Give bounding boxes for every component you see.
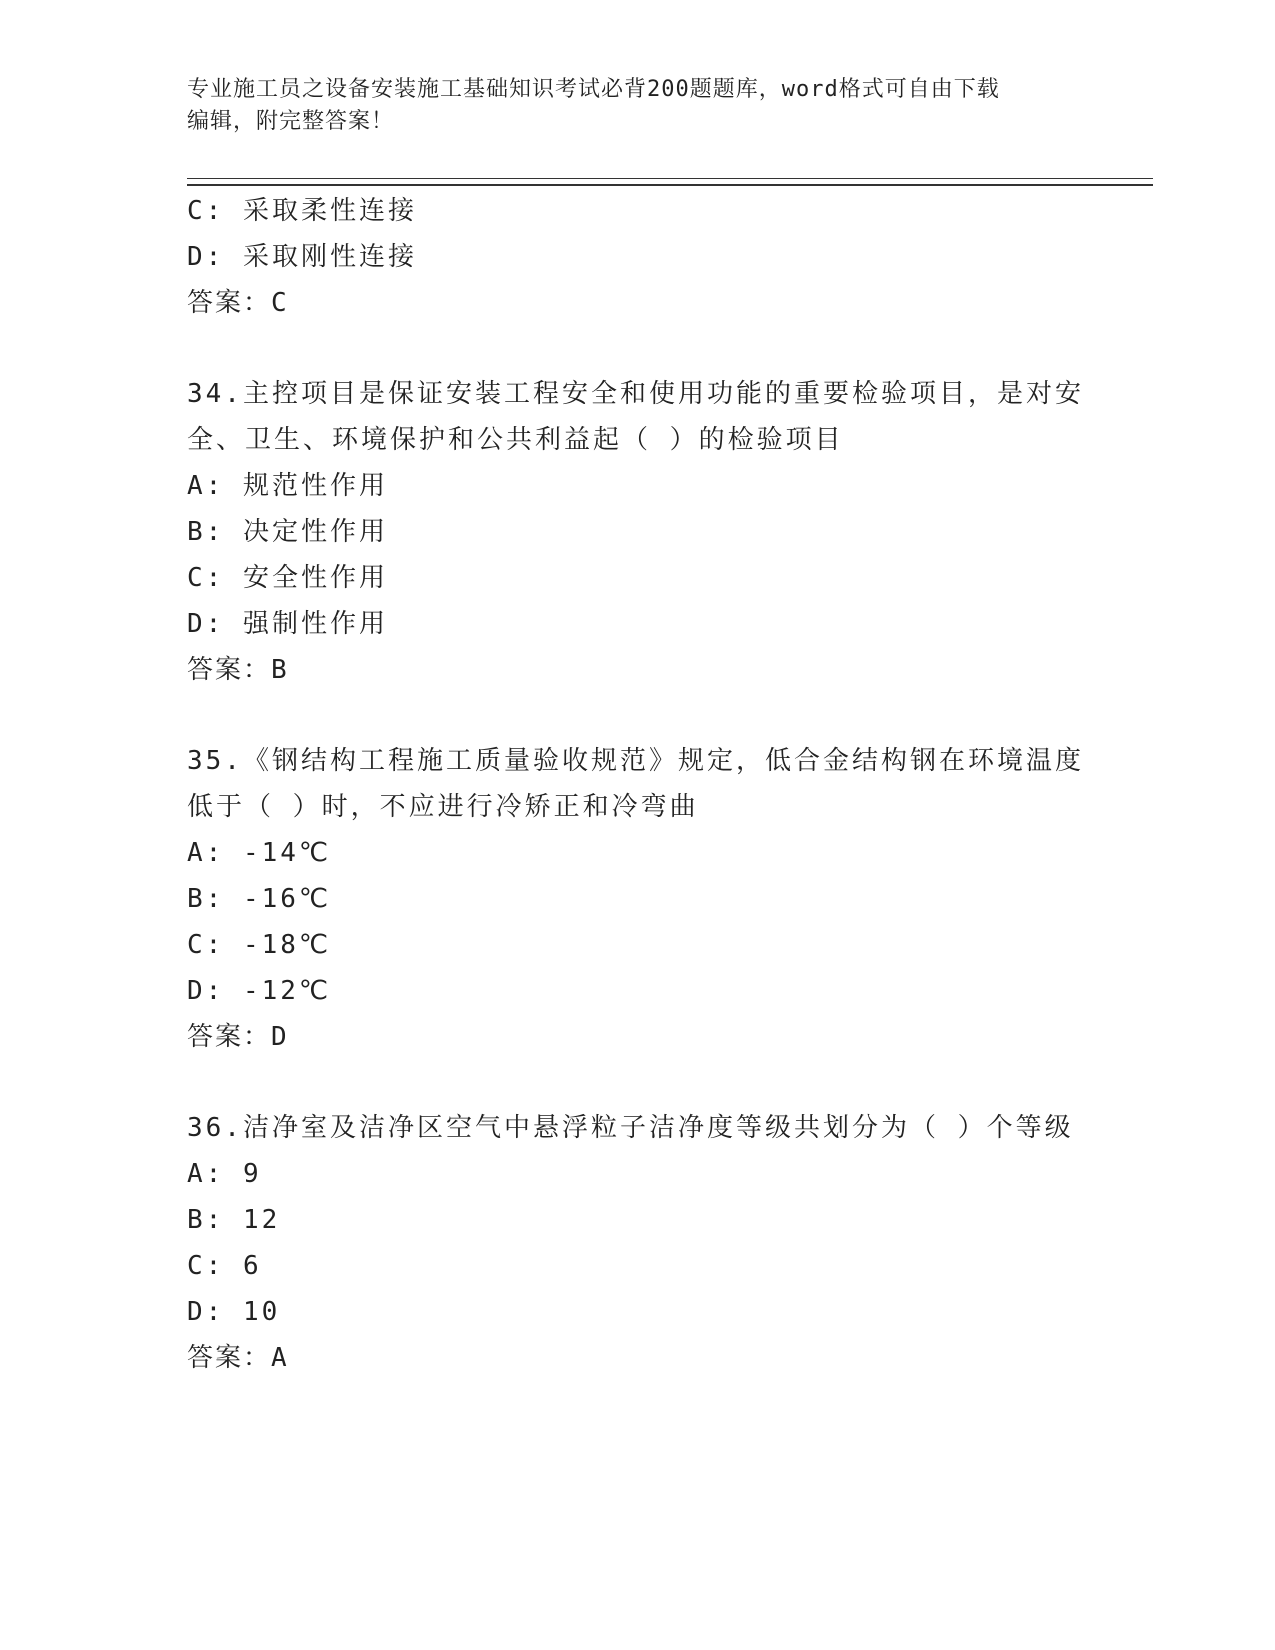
option-c: C: 采取柔性连接 [187, 196, 417, 226]
option-d: D: 采取刚性连接 [187, 242, 417, 272]
header-title-line1: 专业施工员之设备安装施工基础知识考试必背200题题库，word格式可自由下载 [187, 77, 1000, 102]
answer-line: 答案：A [187, 1343, 289, 1373]
question-stem: 34.主控项目是保证安装工程安全和使用功能的重要检验项目，是对安 全、卫生、环境保护和公共利益起（ ）的检验项目 [187, 379, 1084, 455]
option-a: A: 9 [187, 1159, 262, 1189]
option-a: A: -14℃ [187, 838, 332, 868]
question-35 [187, 738, 1107, 1060]
option-c: C: 安全性作用 [187, 563, 388, 593]
previous-question-tail [187, 188, 1107, 326]
answer-line: 答案：D [187, 1022, 289, 1052]
question-list [187, 188, 1107, 1381]
option-b: B: -16℃ [187, 884, 332, 914]
question-34 [187, 371, 1107, 693]
option-d: D: 强制性作用 [187, 609, 388, 639]
question-36 [187, 1105, 1107, 1381]
option-c: C: 6 [187, 1251, 262, 1281]
question-stem: 35.《钢结构工程施工质量验收规范》规定，低合金结构钢在环境温度 低于（ ）时，不应进行冷矫正和冷弯曲 [187, 746, 1084, 822]
option-d: D: -12℃ [187, 976, 332, 1006]
answer-line: 答案：C [187, 288, 289, 318]
option-b: B: 12 [187, 1205, 281, 1235]
answer-line: 答案：B [187, 655, 289, 685]
header-title-line2: 编辑，附完整答案！ [187, 109, 395, 134]
option-c: C: -18℃ [187, 930, 332, 960]
header-divider [187, 178, 1153, 186]
option-b: B: 决定性作用 [187, 517, 388, 547]
option-d: D: 10 [187, 1297, 281, 1327]
question-stem: 36.洁净室及洁净区空气中悬浮粒子洁净度等级共划分为（ ）个等级 [187, 1113, 1074, 1143]
page-header [187, 74, 1087, 138]
option-a: A: 规范性作用 [187, 471, 388, 501]
